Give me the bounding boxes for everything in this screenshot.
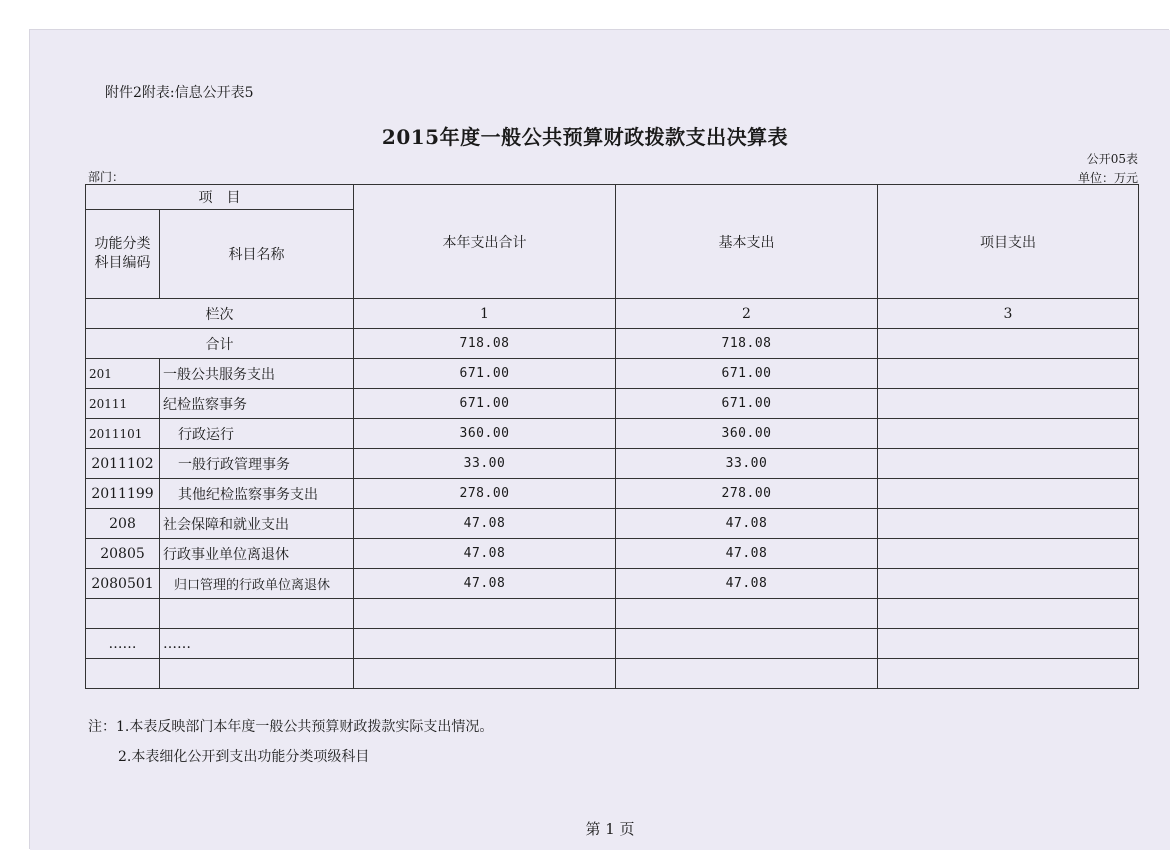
table-row <box>86 569 1139 599</box>
row-code: 2080501 <box>86 569 160 599</box>
row-total: 47.08 <box>354 569 616 599</box>
expenditure-table <box>85 184 1139 689</box>
column-number-1: 1 <box>354 299 616 329</box>
attachment-label: 附件2附表:信息公开表5 <box>105 85 254 101</box>
row-project <box>878 569 1139 599</box>
row-total: 33.00 <box>354 449 616 479</box>
row-code: 2011101 <box>86 419 160 449</box>
row-code: …… <box>86 629 160 659</box>
header-basic: 基本支出 <box>616 185 878 299</box>
row-basic <box>616 629 878 659</box>
total-value-total: 718.08 <box>354 329 616 359</box>
row-name: 一般行政管理事务 <box>160 449 354 479</box>
row-project <box>878 359 1139 389</box>
table-row <box>86 599 1139 629</box>
column-number-2: 2 <box>616 299 878 329</box>
row-basic: 47.08 <box>616 539 878 569</box>
page-title: 2015年度一般公共预算财政拨款支出决算表 <box>381 125 789 149</box>
table-row <box>86 659 1139 689</box>
row-basic: 47.08 <box>616 569 878 599</box>
row-total <box>354 629 616 659</box>
header-project: 项目支出 <box>878 185 1139 299</box>
row-project <box>878 629 1139 659</box>
row-project <box>878 509 1139 539</box>
table-row <box>86 419 1139 449</box>
row-code: 20805 <box>86 539 160 569</box>
row-basic: 33.00 <box>616 449 878 479</box>
row-code <box>86 599 160 629</box>
total-row <box>86 329 1139 359</box>
row-name: 其他纪检监察事务支出 <box>160 479 354 509</box>
unit-label: 单位：万元 <box>1077 171 1138 185</box>
row-basic: 671.00 <box>616 389 878 419</box>
row-project <box>878 419 1139 449</box>
header-name: 科目名称 <box>160 210 354 299</box>
row-total <box>354 659 616 689</box>
row-project <box>878 599 1139 629</box>
table-row <box>86 389 1139 419</box>
row-name: 行政事业单位离退休 <box>160 539 354 569</box>
row-code: 208 <box>86 509 160 539</box>
row-basic <box>616 659 878 689</box>
row-project <box>878 539 1139 569</box>
row-name <box>160 659 354 689</box>
column-label: 栏次 <box>86 299 354 329</box>
header-total: 本年支出合计 <box>354 185 616 299</box>
row-project <box>878 449 1139 479</box>
row-project <box>878 479 1139 509</box>
row-total: 671.00 <box>354 359 616 389</box>
row-code: 201 <box>86 359 160 389</box>
row-code: 2011199 <box>86 479 160 509</box>
row-total: 278.00 <box>354 479 616 509</box>
row-name: 社会保障和就业支出 <box>160 509 354 539</box>
notes <box>88 712 493 772</box>
total-value-basic: 718.08 <box>616 329 878 359</box>
row-total: 47.08 <box>354 509 616 539</box>
row-name: 纪检监察事务 <box>160 389 354 419</box>
row-basic: 671.00 <box>616 359 878 389</box>
row-name: 行政运行 <box>160 419 354 449</box>
total-label: 合计 <box>86 329 354 359</box>
page-number: 第 1 页 <box>585 820 635 838</box>
row-basic <box>616 599 878 629</box>
table-header-row <box>86 185 1139 210</box>
row-total: 47.08 <box>354 539 616 569</box>
note-1: 注：1.本表反映部门本年度一般公共预算财政拨款实际支出情况。 <box>88 719 494 735</box>
total-value-project <box>878 329 1139 359</box>
table-row <box>86 359 1139 389</box>
row-total <box>354 599 616 629</box>
column-number-row <box>86 299 1139 329</box>
row-name <box>160 599 354 629</box>
table-row <box>86 449 1139 479</box>
row-total: 671.00 <box>354 389 616 419</box>
table-row <box>86 479 1139 509</box>
note-2: 2.本表细化公开到支出功能分类项级科目 <box>118 749 370 765</box>
row-basic: 47.08 <box>616 509 878 539</box>
table-row <box>86 629 1139 659</box>
header-item: 项 目 <box>86 185 354 210</box>
department-label: 部门： <box>88 170 125 184</box>
row-code <box>86 659 160 689</box>
column-number-3: 3 <box>878 299 1139 329</box>
row-project <box>878 389 1139 419</box>
row-code: 2011102 <box>86 449 160 479</box>
row-name: 归口管理的行政单位离退休 <box>160 569 354 599</box>
row-name: 一般公共服务支出 <box>160 359 354 389</box>
table-row <box>86 509 1139 539</box>
row-code: 20111 <box>86 389 160 419</box>
header-code: 功能分类科目编码 <box>86 210 160 299</box>
row-name: …… <box>160 629 354 659</box>
row-project <box>878 659 1139 689</box>
row-basic: 360.00 <box>616 419 878 449</box>
row-total: 360.00 <box>354 419 616 449</box>
form-number: 公开05表 <box>1086 152 1138 166</box>
table-row <box>86 539 1139 569</box>
row-basic: 278.00 <box>616 479 878 509</box>
